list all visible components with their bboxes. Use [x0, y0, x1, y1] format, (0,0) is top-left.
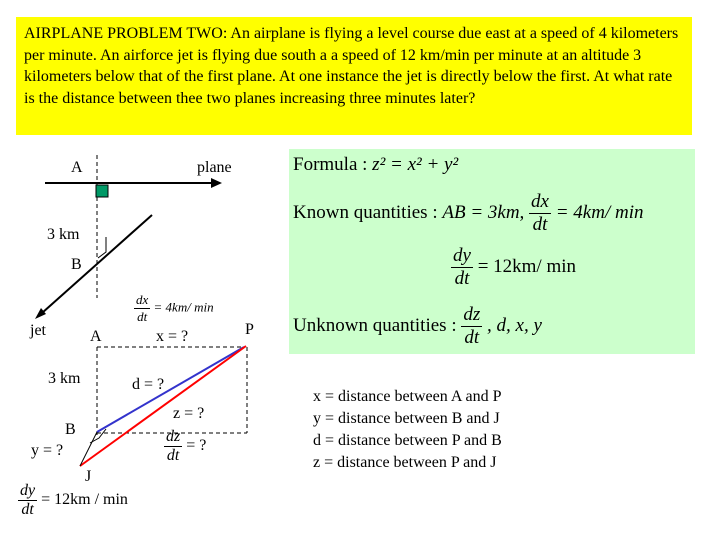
known-dxdt-num: dx: [531, 191, 549, 212]
dydt-den: dt: [21, 501, 34, 518]
bottom-label-jet: jet: [30, 322, 46, 339]
dxdt-den: dt: [137, 309, 148, 324]
formula-line: [293, 154, 458, 176]
unknown-line: [293, 304, 542, 349]
bottom-dydt: [18, 482, 128, 519]
bottom-d-eq: d = ?: [132, 376, 165, 393]
right-angle-mark-top: [98, 237, 106, 258]
formula-box: [289, 149, 695, 354]
unknown-dzdt-den: dt: [464, 327, 480, 348]
bottom-label-3km: 3 km: [48, 370, 81, 387]
bottom-z-eq: z = ?: [173, 405, 205, 422]
top-label-plane: plane: [197, 159, 232, 176]
formula-label: Formula :: [293, 154, 368, 175]
bottom-y-eq: y = ?: [31, 442, 64, 459]
dxdt-num: dx: [136, 292, 149, 307]
definition-d: d = distance between P and B: [313, 432, 502, 449]
plane-marker: [96, 185, 108, 197]
unknown-rest: , d, x, y: [487, 314, 542, 336]
known-dydt-num: dy: [453, 245, 471, 266]
unknown-dzdt-num: dz: [463, 304, 481, 325]
definition-z: z = distance between P and J: [313, 454, 497, 471]
known-ab: AB = 3km,: [442, 201, 525, 223]
known-dydt-den: dt: [454, 268, 470, 289]
dydt-num: dy: [20, 482, 36, 499]
dzdt-rhs: = ?: [186, 437, 207, 455]
known-label: Known quantities :: [293, 201, 438, 223]
dzdt-den: dt: [166, 447, 180, 464]
top-label-a: A: [71, 159, 83, 176]
bottom-dxdt: [134, 292, 214, 325]
bottom-label-b: B: [65, 421, 76, 438]
dxdt-rhs: = 4km/ min: [153, 299, 214, 315]
definitions-list: [313, 386, 502, 474]
bottom-dzdt: [164, 428, 206, 465]
bottom-label-a: A: [90, 328, 102, 345]
known-dydt-rhs: = 12km/ min: [477, 255, 577, 277]
problem-text: AIRPLANE PROBLEM TWO: An airplane is flying a level course due east at a speed of 4 kilometers per minute. An airforce jet is flying due south a a speed of 12 km/min per minute at an altitude 3 kilometers below that of the first plane. At one instance the jet is directly below the first. At what rate is the distance between thee two planes increasing three minutes later?: [24, 25, 679, 107]
known-dxdt-den: dt: [532, 214, 548, 235]
top-label-3km: 3 km: [47, 226, 80, 243]
bottom-x-eq: x = ?: [156, 328, 189, 345]
known-dxdt-rhs: = 4km/ min: [555, 201, 644, 223]
dzdt-num: dz: [166, 428, 181, 445]
known-dydt-line: [451, 245, 576, 290]
dydt-rhs: = 12km / min: [41, 491, 128, 509]
unknown-label: Unknown quantities :: [293, 314, 457, 336]
bottom-label-j: J: [85, 468, 92, 485]
plane-arrowhead: [211, 178, 222, 188]
segment-z: [80, 346, 246, 466]
known-line: [293, 191, 644, 236]
definition-x: x = distance between A and P: [313, 388, 502, 405]
formula-expr: z² = x² + y²: [372, 154, 459, 175]
segment-d: [97, 347, 244, 432]
top-label-b: B: [71, 256, 82, 273]
definition-y: y = distance between B and J: [313, 410, 500, 427]
bottom-label-p: P: [245, 321, 254, 338]
